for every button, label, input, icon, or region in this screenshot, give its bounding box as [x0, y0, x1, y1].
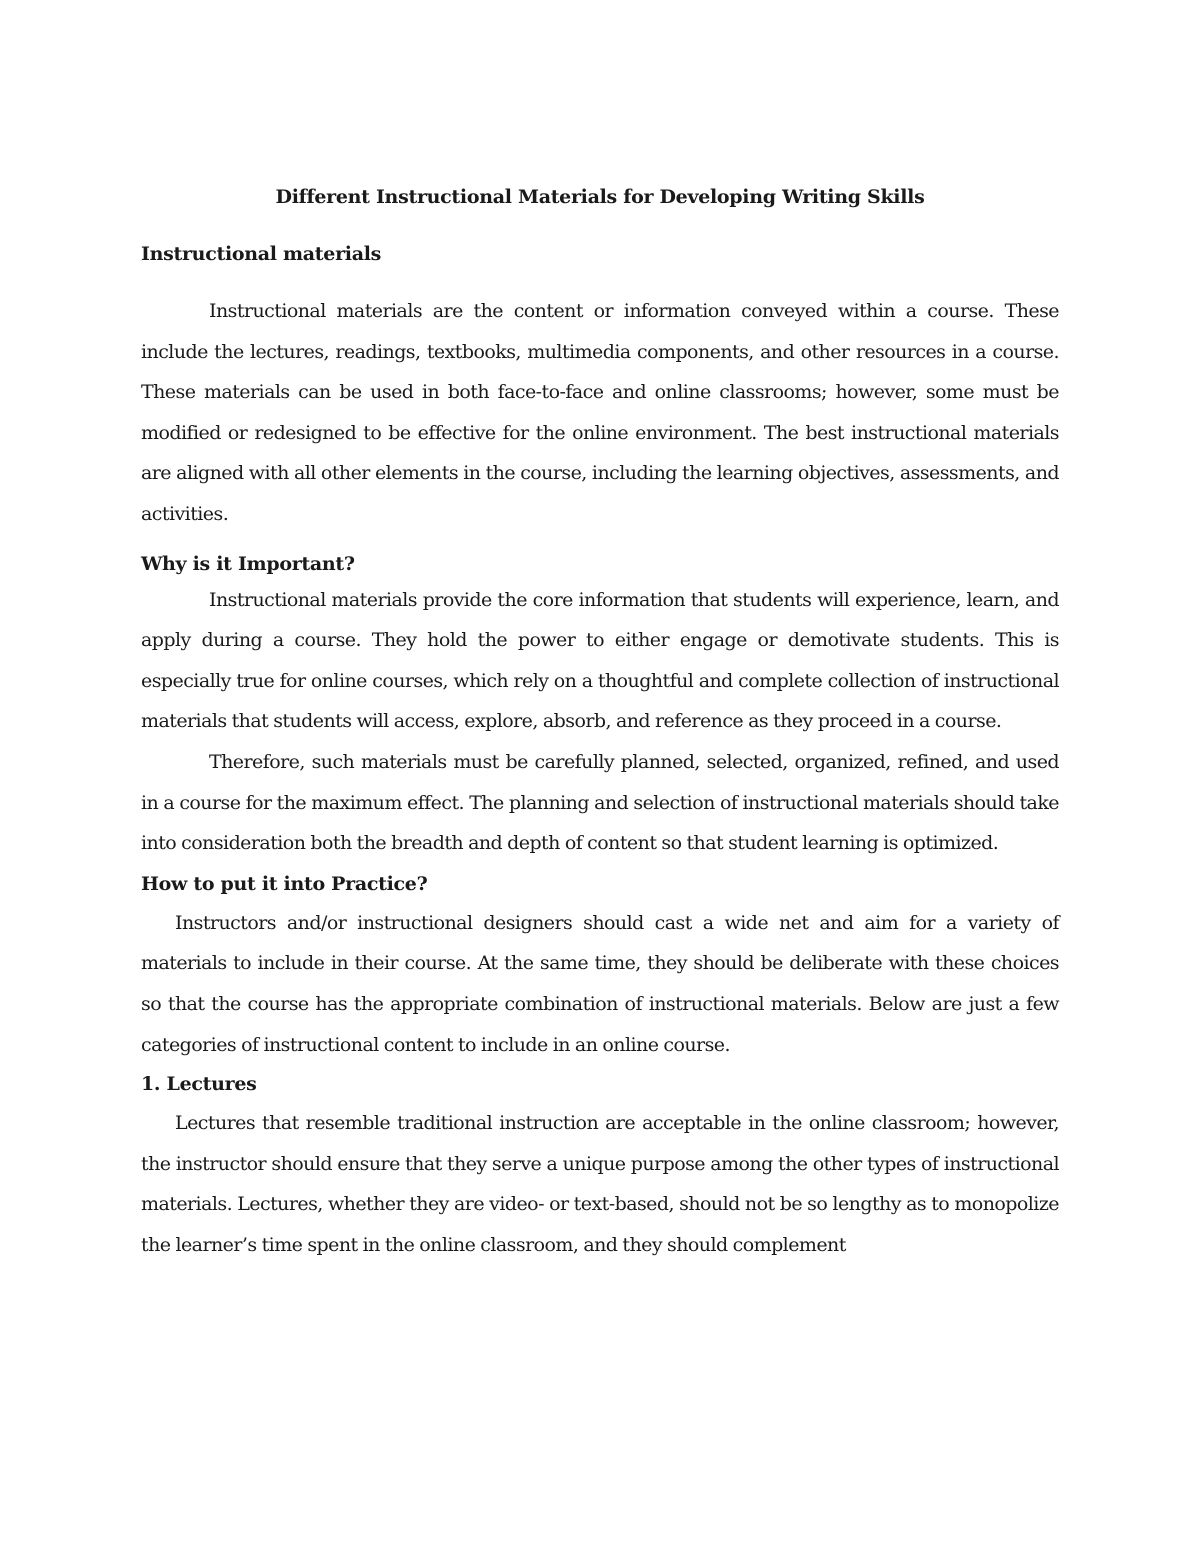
document-page	[141, 180, 1059, 1265]
section-heading-lectures: 1. Lectures	[141, 1073, 257, 1096]
paragraph: Instructional materials are the content or information conveyed within a course. These include the lectures, readings, textbooks, multimedia components, and other resources in a course. These materials can be used in both face-to-face and online classrooms; however, some must be modified or redesigned to be effective for the online environment. The best instructional materials are aligned with all other elements in the course, including the learning objectives, assessments, and activities.	[141, 300, 1059, 525]
paragraph: Therefore, such materials must be carefully planned, selected, organized, refined, and used in a course for the maximum effect. The planning and selection of instructional materials should take into consideration both the breadth and depth of content so that student learning is optimized.	[141, 750, 1059, 855]
section-heading-how-to-practice: How to put it into Practice?	[141, 872, 428, 895]
section-heading-instructional-materials: Instructional materials	[141, 243, 382, 265]
paragraph: Instructors and/or instructional designers should cast a wide net and aim for a variety of materials to include in their course. At the same time, they should be deliberate with these choices so that the course has the appropriate combination of instructional materials. Below are just a few categories of instructional content to include in an online course.	[141, 911, 1059, 1056]
paragraph: Instructional materials provide the core information that students will experience, learn, and apply during a course. They hold the power to either engage or demotivate students. This is especially true for online courses, which rely on a thoughtful and complete collection of instructional materials that students will access, explore, absorb, and reference as they proceed in a course.	[141, 588, 1059, 733]
document-title: Different Instructional Materials for Developing Writing Skills	[275, 186, 925, 208]
section-heading-why-important: Why is it Important?	[141, 552, 355, 575]
paragraph: Lectures that resemble traditional instruction are acceptable in the online classroom; however, the instructor should ensure that they serve a unique purpose among the other types of instructional materials. Lectures, whether they are video- or text-based, should not be so lengthy as to monopolize the learner’s time spent in the online classroom, and they should complement	[141, 1112, 1059, 1256]
